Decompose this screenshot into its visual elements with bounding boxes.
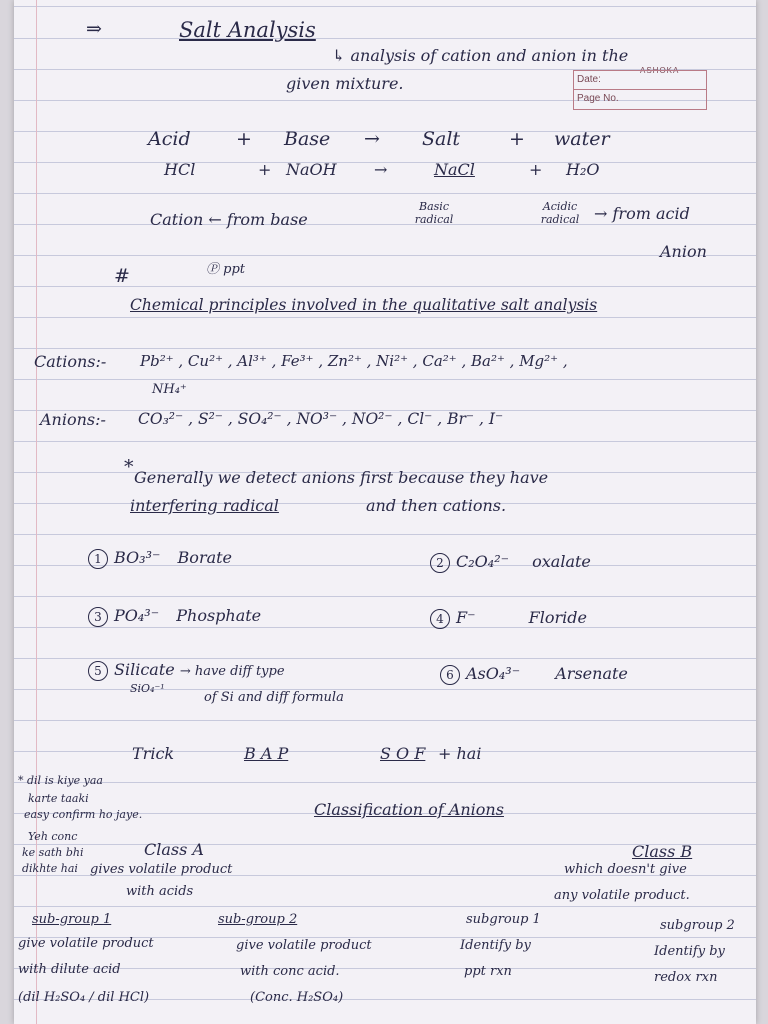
cations-label: Cations:-: [34, 352, 107, 371]
eq-word-4: Salt: [422, 128, 461, 150]
section-hash: #: [114, 265, 130, 287]
anion-item-6: [440, 664, 628, 685]
eq-word-6: water: [554, 128, 610, 150]
cation-from-base: Cation ← from base: [150, 210, 308, 229]
item-formula: C₂O₄²⁻: [456, 552, 510, 571]
subgroup-line-2: with conc acid.: [240, 964, 340, 979]
side-note-line-2: karte taaki: [28, 792, 89, 805]
page-title: Salt Analysis: [179, 18, 316, 42]
subgroup-title: subgroup 1: [466, 912, 541, 927]
subgroup-line-1: Identify by: [654, 944, 725, 959]
eq-chem-0: HCl: [164, 160, 196, 179]
side-note-line-1: * dil is kiye yaa: [18, 774, 103, 787]
item-name: oxalate: [532, 552, 591, 571]
trick-bap: B A P: [244, 744, 289, 763]
classification-heading: Classification of Anions: [314, 800, 504, 819]
ppt-label: Ⓟ ppt: [206, 262, 246, 277]
item-number: 2: [430, 553, 450, 573]
date-label: Date:: [574, 71, 706, 90]
cations-extra: NH₄⁺: [152, 382, 187, 397]
side-note-line-4: Yeh conc: [28, 830, 78, 843]
definition-line-1: ↳ analysis of cation and anion in the: [332, 46, 629, 65]
item-name: Arsenate: [555, 664, 628, 683]
anions-list: CO₃²⁻ , S²⁻ , SO₄²⁻ , NO³⁻ , NO²⁻ , Cl⁻ , Br⁻ , I⁻: [138, 410, 504, 428]
note-star: *: [124, 456, 134, 478]
item-formula: PO₄³⁻: [114, 606, 160, 625]
class-b-title: Class B: [632, 842, 693, 861]
subgroup-line-1: give volatile product: [236, 938, 372, 953]
principles-heading: Chemical principles involved in the qualitative salt analysis: [130, 296, 598, 314]
item-number: 5: [88, 661, 108, 681]
eq-word-2: Base: [284, 128, 331, 150]
trick-sof: S O F: [380, 744, 426, 763]
subgroup-title: subgroup 2: [660, 918, 735, 933]
item-name: → have diff type: [179, 664, 285, 679]
anion-item-3: [88, 606, 261, 627]
item-name: Phosphate: [176, 606, 262, 625]
eq-word-1: +: [236, 128, 252, 150]
class-b-line-1: which doesn't give: [564, 862, 687, 877]
class-b-line-2: any volatile product.: [554, 888, 690, 903]
side-note-line-6: dikhte hai: [22, 862, 78, 875]
eq-chem-5: +: [529, 160, 543, 179]
item-number: 1: [88, 549, 108, 569]
class-a-title: Class A: [144, 840, 204, 859]
subgroup-line-2: with dilute acid: [18, 962, 121, 977]
note-line-2a: interfering radical: [130, 496, 279, 515]
item-name: Borate: [177, 548, 233, 567]
subgroup-line-1: give volatile product: [18, 936, 154, 951]
subgroup-line-2: redox rxn: [654, 970, 718, 985]
subgroup-title: sub-group 1: [32, 912, 112, 927]
date-box: [573, 70, 707, 110]
eq-word-0: Acid: [148, 128, 191, 150]
item-name: Floride: [528, 608, 587, 627]
item-number: 4: [430, 609, 450, 629]
item-formula: Silicate: [114, 660, 175, 679]
eq-word-5: +: [509, 128, 525, 150]
anion-label: Anion: [660, 242, 707, 261]
trick-label: Trick: [132, 744, 175, 763]
subgroup-line-3: (dil H₂SO₄ / dil HCl): [18, 990, 150, 1005]
item-formula: BO₃³⁻: [114, 548, 161, 567]
anion-item-2: [430, 552, 591, 573]
acidic-radical-label: Acidic radical: [540, 200, 580, 226]
subgroup-line-3: (Conc. H₂SO₄): [250, 990, 344, 1005]
anions-label: Anions:-: [40, 410, 106, 429]
anion-item-5: [88, 660, 285, 681]
anion-item-1: [88, 548, 232, 569]
side-note-line-5: ke sath bhi: [22, 846, 84, 859]
page-no-label: Page No.: [577, 93, 619, 104]
eq-word-3: →: [364, 128, 380, 150]
item-formula: AsO₄³⁻: [466, 664, 521, 683]
item-number: 6: [440, 665, 460, 685]
item-formula: F⁻: [456, 608, 476, 627]
note-line-1: Generally we detect anions first because they have: [134, 468, 549, 487]
notebook-page: [14, 0, 756, 1024]
side-note-line-3: easy confirm ho jaye.: [24, 808, 143, 821]
from-acid-label: → from acid: [594, 204, 690, 223]
definition-line-2: given mixture.: [286, 74, 404, 93]
eq-chem-6: H₂O: [566, 160, 600, 179]
eq-chem-4: NaCl: [434, 160, 475, 179]
eq-chem-2: NaOH: [286, 160, 337, 179]
subgroup-line-2: ppt rxn: [464, 964, 512, 979]
class-a-line-1: gives volatile product: [90, 862, 233, 877]
subgroup-title: sub-group 2: [218, 912, 298, 927]
note-line-2b: and then cations.: [366, 496, 507, 515]
trick-hai: + hai: [438, 744, 482, 763]
silicate-formula: SiO₄⁻¹: [130, 682, 165, 695]
basic-radical-label: Basic radical: [414, 200, 454, 226]
item-number: 3: [88, 607, 108, 627]
eq-chem-3: →: [374, 160, 388, 179]
header-arrow: ⇒: [86, 18, 102, 40]
cations-list: Pb²⁺ , Cu²⁺ , Al³⁺ , Fe³⁺ , Zn²⁺ , Ni²⁺ , Ca²⁺ , Ba²⁺ , Mg²⁺ ,: [140, 352, 568, 370]
eq-chem-1: +: [258, 160, 272, 179]
silicate-note: of Si and diff formula: [204, 690, 344, 705]
subgroup-line-1: Identify by: [460, 938, 531, 953]
class-a-line-2: with acids: [126, 884, 194, 899]
brand-mark: ASHOKA: [640, 66, 680, 75]
anion-item-4: [430, 608, 587, 629]
